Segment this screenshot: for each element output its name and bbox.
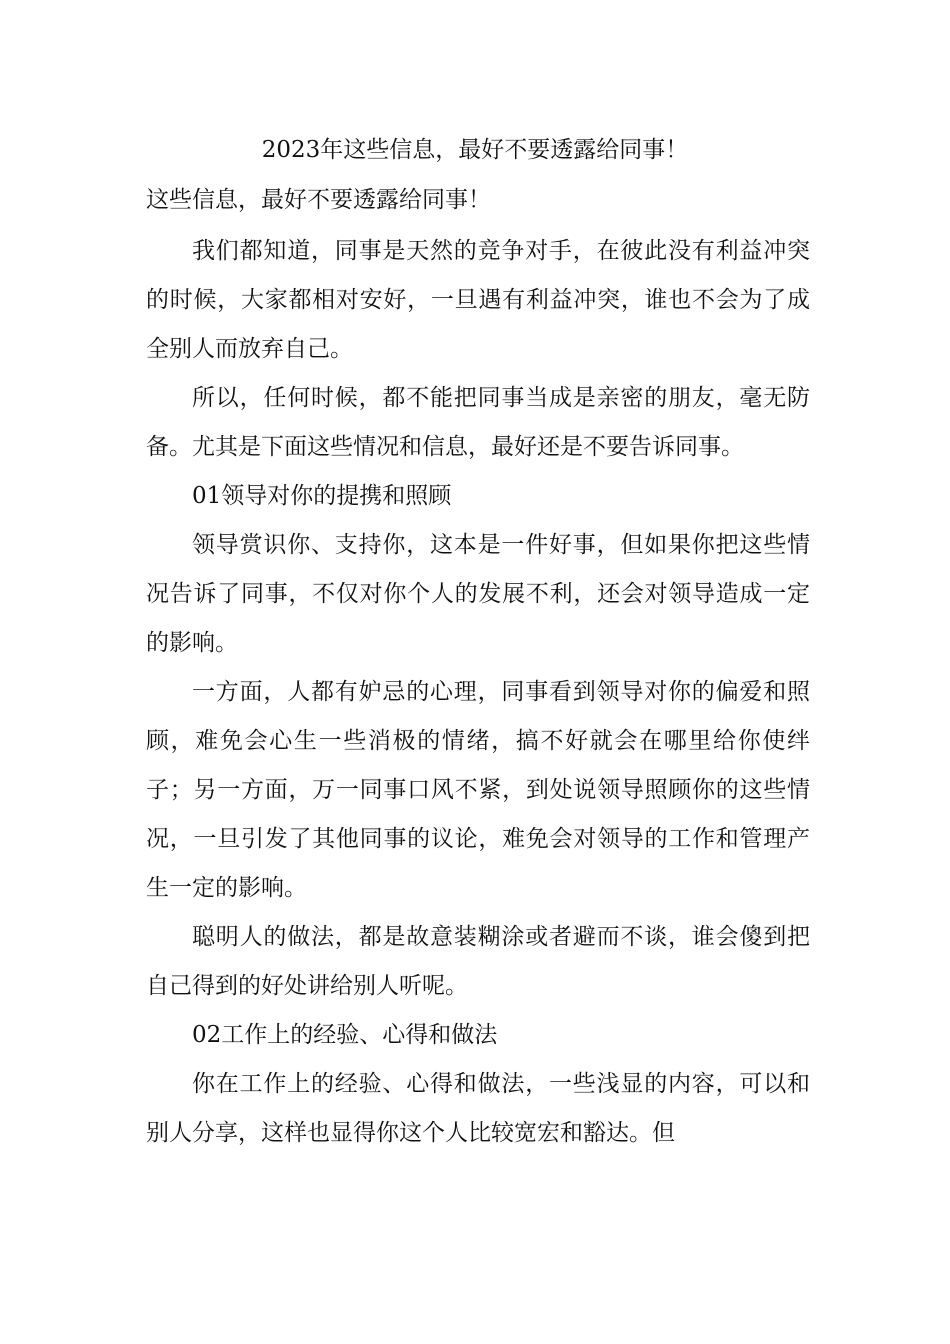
- paragraph: 我们都知道，同事是天然的竞争对手，在彼此没有利益冲突的时候，大家都相对安好，一旦遇有利益冲突，谁也不会为了成全别人而放弃自己。: [146, 238, 810, 362]
- paragraph: 你在工作上的经验、心得和做法，一些浅显的内容，可以和别人分享，这样也显得你这个人比较宽宏和豁达。但: [146, 1071, 810, 1146]
- paragraph: 聪明人的做法，都是故意装糊涂或者避而不谈，谁会傻到把自己得到的好处讲给别人听呢。: [146, 924, 810, 999]
- document-subtitle: 这些信息，最好不要透露给同事！: [146, 187, 491, 213]
- section-heading: 02工作上的经验、心得和做法: [192, 1022, 498, 1048]
- document-title: 2023年这些信息，最好不要透露给同事！: [261, 137, 689, 163]
- document-body: [146, 227, 810, 1158]
- paragraph: 一方面，人都有妒忌的心理，同事看到领导对你的偏爱和照顾，难免会心生一些消极的情绪，搞不好就会在哪里给你使绊子；另一方面，万一同事口风不紧，到处说领导照顾你的这些情况，一旦引发了其他同事的议论，难免会对领导的工作和管理产生一定的影响。: [146, 679, 810, 901]
- paragraph: 领导赏识你、支持你，这本是一件好事，但如果你把这些情况告诉了同事，不仅对你个人的发展不利，还会对领导造成一定的影响。: [146, 532, 810, 656]
- paragraph: 所以，任何时候，都不能把同事当成是亲密的朋友，毫无防备。尤其是下面这些情况和信息，最好还是不要告诉同事。: [146, 385, 810, 460]
- section-heading: 01领导对你的提携和照顾: [192, 483, 452, 509]
